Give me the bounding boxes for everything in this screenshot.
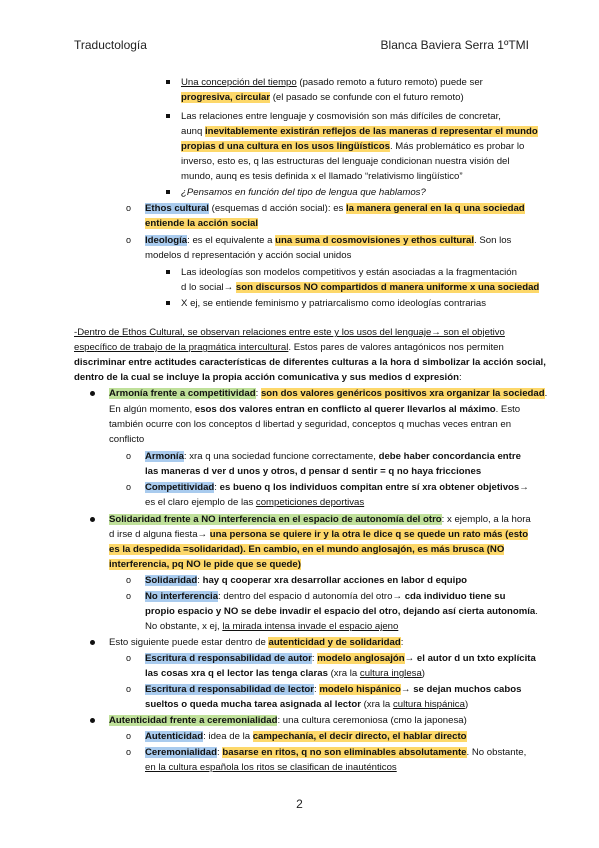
text-line bbox=[181, 90, 464, 105]
text-run: No interferencia bbox=[145, 591, 219, 602]
text-run: . Más problemático es probar lo bbox=[389, 141, 525, 152]
text-line bbox=[145, 619, 398, 634]
text-run: Esto siguiente puede estar dentro de bbox=[109, 637, 269, 648]
circle-bullet-icon: o bbox=[126, 451, 132, 461]
text-run: (pasado remoto a futuro remoto) puede ser bbox=[296, 77, 483, 88]
header-course-title: Traductología bbox=[74, 38, 147, 52]
text-run: esos dos valores entran en conflicto al querer llevarlos al máximo bbox=[194, 404, 496, 415]
text-run: se dejan muchos cabos bbox=[413, 684, 522, 695]
text-run: progresiva, circular bbox=[181, 92, 271, 103]
text-run: cultura inglesa bbox=[359, 668, 422, 679]
text-run: cda individuo tiene su bbox=[404, 591, 506, 602]
text-run: : xra q una sociedad funcione correctamente, bbox=[183, 451, 379, 462]
text-run: (esquemas d acción social): es bbox=[208, 203, 347, 214]
text-line bbox=[145, 573, 467, 588]
text-run: d lo social→ bbox=[181, 282, 236, 293]
text-run: es la despedida =solidaridad). En cambio, en el mundo anglosajón, es más brusca (NO bbox=[109, 544, 505, 555]
text-run: también ocurre con los conceptos d libertad y seguridad, conceptos q muchas veces entran en bbox=[109, 419, 512, 430]
text-line bbox=[109, 713, 467, 728]
text-line bbox=[109, 635, 403, 650]
text-run: basarse en ritos, q no son eliminables absolutamente bbox=[222, 747, 467, 758]
text-run: competiciones deportivas bbox=[255, 497, 365, 508]
text-run: autenticidad y de solidaridad bbox=[268, 637, 401, 648]
text-line bbox=[74, 340, 504, 355]
text-line bbox=[109, 417, 511, 432]
text-run: es bueno q los individuos compitan entre sí xra obtener objetivos bbox=[219, 482, 520, 493]
text-line bbox=[181, 169, 463, 184]
text-run: : bbox=[216, 747, 223, 758]
text-run: Las relaciones entre lenguaje y cosmovisión son más difíciles de concretar, bbox=[181, 111, 501, 122]
text-line bbox=[181, 124, 538, 139]
text-line bbox=[181, 75, 483, 90]
text-run: son dos valores genéricos positivos xra organizar la sociedad bbox=[260, 388, 545, 399]
circle-bullet-icon: o bbox=[126, 684, 132, 694]
text-line bbox=[109, 512, 531, 527]
text-run: sueltos o queda mucha tarea asignada al lector bbox=[145, 699, 361, 710]
text-line bbox=[145, 666, 425, 681]
text-run: mundo, aunq es tesis definida x el llamado “relativismo lingüístico” bbox=[181, 171, 463, 182]
square-bullet-icon bbox=[166, 270, 170, 274]
text-run: Una concepción del tiempo bbox=[181, 77, 297, 88]
text-run: : dentro del espacio d autonomía del otro→ bbox=[218, 591, 405, 602]
text-line bbox=[181, 280, 539, 295]
text-run: son discursos NO compartidos d manera uniforme x una sociedad bbox=[235, 282, 540, 293]
circle-bullet-icon: o bbox=[126, 653, 132, 663]
circle-bullet-icon: o bbox=[126, 575, 132, 585]
text-run: . bbox=[544, 388, 548, 399]
text-line bbox=[181, 185, 426, 200]
text-run: : es el equivalente a bbox=[187, 235, 276, 246]
text-run: campechanía, el decir directo, el hablar directo bbox=[252, 731, 467, 742]
text-run: Autenticidad bbox=[145, 731, 204, 742]
text-line bbox=[145, 604, 538, 619]
text-run: → bbox=[404, 653, 417, 664]
text-line bbox=[109, 542, 504, 557]
text-run: : bbox=[314, 684, 320, 695]
text-line bbox=[181, 109, 501, 124]
text-line bbox=[181, 154, 510, 169]
circle-bullet-icon: o bbox=[126, 731, 132, 741]
text-line bbox=[145, 248, 351, 263]
text-run: : bbox=[400, 637, 404, 648]
round-bullet-icon bbox=[90, 718, 95, 723]
text-line bbox=[145, 697, 468, 712]
text-run: . Esto bbox=[495, 404, 521, 415]
text-run: ¿Pensamos en función del tipo de lengua que hablamos? bbox=[181, 187, 426, 198]
text-run: Las ideologías son modelos competitivos y están asociadas a la fragmentación bbox=[181, 267, 517, 278]
text-run: conflicto bbox=[109, 434, 145, 445]
circle-bullet-icon: o bbox=[126, 591, 132, 601]
text-run: ) bbox=[464, 699, 469, 710]
text-run: inevitablemente existirán reflejos de las maneras d representar el mundo bbox=[205, 126, 538, 137]
text-run: En algún momento, bbox=[109, 404, 195, 415]
text-line bbox=[74, 355, 546, 370]
text-run: No obstante, x ej, bbox=[145, 621, 223, 632]
text-run: (xra la bbox=[327, 668, 360, 679]
text-run: d irse d alguna fiesta→ bbox=[109, 529, 210, 540]
round-bullet-icon bbox=[90, 517, 95, 522]
text-run: inverso, esto es, q las estructuras del lenguaje condicionan nuestra visión del bbox=[181, 156, 510, 167]
text-run: modelos d representación y acción social unidos bbox=[145, 250, 352, 261]
text-line bbox=[145, 449, 521, 464]
text-run: es el claro ejemplo de las bbox=[145, 497, 256, 508]
text-line bbox=[145, 729, 467, 744]
text-line bbox=[109, 527, 528, 542]
text-run: . Estos pares de valores antagónicos nos permiten bbox=[288, 342, 504, 353]
circle-bullet-icon: o bbox=[126, 235, 132, 245]
text-run: ) bbox=[421, 668, 425, 679]
text-run: : idea de la bbox=[203, 731, 253, 742]
text-run: . No obstante, bbox=[466, 747, 527, 758]
text-line bbox=[145, 589, 505, 604]
text-run: las maneras d ver d unos y otros, d pensar d sentir = q no haya fricciones bbox=[145, 466, 482, 477]
text-line bbox=[145, 651, 536, 666]
text-run: Ideología bbox=[145, 235, 188, 246]
square-bullet-icon bbox=[166, 80, 170, 84]
text-line bbox=[145, 760, 397, 775]
text-run: interferencia, pq NO le pide que se quede) bbox=[109, 559, 301, 570]
text-run: . Son los bbox=[474, 235, 512, 246]
text-run: Ethos cultural bbox=[145, 203, 209, 214]
square-bullet-icon bbox=[166, 114, 170, 118]
text-run: Autenticidad frente a ceremonialidad bbox=[109, 715, 278, 726]
text-run: las cosas xra q el lector las tenga claras bbox=[145, 668, 328, 679]
text-run: Armonía frente a competitividad bbox=[109, 388, 256, 399]
text-run: → bbox=[519, 482, 529, 493]
text-run: una suma d cosmovisiones y ethos cultural bbox=[275, 235, 474, 246]
text-line bbox=[145, 233, 511, 248]
circle-bullet-icon: o bbox=[126, 482, 132, 492]
square-bullet-icon bbox=[166, 190, 170, 194]
text-line bbox=[145, 682, 521, 697]
text-run: : bbox=[458, 372, 462, 383]
text-run: el autor d un txto explícita bbox=[416, 653, 536, 664]
text-run: en la cultura española los ritos se clasifican de inauténticos bbox=[145, 762, 397, 773]
text-run: discriminar entre actitudes características de diferentes culturas a la hora d simbolizar la acción social, bbox=[74, 357, 546, 368]
text-run: (xra la bbox=[360, 699, 393, 710]
square-bullet-icon bbox=[166, 301, 170, 305]
page-number: 2 bbox=[296, 797, 303, 811]
text-line bbox=[109, 402, 520, 417]
text-line bbox=[145, 464, 481, 479]
text-line bbox=[109, 557, 301, 572]
text-run: Armonía bbox=[145, 451, 184, 462]
text-run: hay q cooperar xra desarrollar acciones en labor d equipo bbox=[202, 575, 468, 586]
circle-bullet-icon: o bbox=[126, 747, 132, 757]
text-run: una persona se quiere ir y la otra le dice q se quede un rato más (esto bbox=[209, 529, 529, 540]
text-run: cultura hispánica bbox=[392, 699, 465, 710]
text-run: Escritura d responsabilidad de autor bbox=[145, 653, 312, 664]
text-run: : una cultura ceremoniosa (cmo la japonesa) bbox=[277, 715, 467, 726]
text-run: específico de trabajo de la pragmática intercultural bbox=[74, 342, 289, 353]
text-line bbox=[145, 480, 529, 495]
text-run: : bbox=[197, 575, 203, 586]
text-run: entiende la acción social bbox=[145, 218, 259, 229]
text-run: → bbox=[400, 684, 414, 695]
text-run: Solidaridad bbox=[145, 575, 198, 586]
text-line bbox=[145, 495, 364, 510]
text-line bbox=[109, 386, 547, 401]
round-bullet-icon bbox=[90, 391, 95, 396]
text-run: la manera general en la q una sociedad bbox=[346, 203, 525, 214]
text-line bbox=[74, 325, 505, 340]
text-run: Escritura d responsabilidad de lector bbox=[145, 684, 315, 695]
text-run: modelo anglosajón bbox=[317, 653, 405, 664]
text-line bbox=[181, 296, 486, 311]
text-line bbox=[145, 745, 526, 760]
text-run: propio espacio y NO se debe invadir el espacio del otro, dejando así cierta autonomía bbox=[145, 606, 536, 617]
header-author: Blanca Baviera Serra 1ºTMI bbox=[380, 38, 529, 52]
text-run: la mirada intensa invade el espacio ajeno bbox=[222, 621, 399, 632]
text-run: Ceremonialidad bbox=[145, 747, 217, 758]
text-run: propias d una cultura en los usos lingüísticos bbox=[181, 141, 390, 152]
text-line bbox=[145, 216, 258, 231]
text-run: Solidaridad frente a NO interferencia en el espacio de autonomía del otro bbox=[109, 514, 442, 525]
text-run: aunq bbox=[181, 126, 206, 137]
text-line bbox=[181, 265, 517, 280]
text-line bbox=[181, 139, 524, 154]
text-run: modelo hispánico bbox=[319, 684, 401, 695]
text-run: (el pasado se confunde con el futuro remoto) bbox=[270, 92, 464, 103]
text-run: . bbox=[535, 606, 538, 617]
text-run: dentro de la cual se incluye la propia acción comunicativa y sus medios d expresión bbox=[74, 372, 459, 383]
circle-bullet-icon: o bbox=[126, 203, 132, 213]
text-run: : bbox=[311, 653, 318, 664]
text-run: : bbox=[214, 482, 220, 493]
text-run: Competitividad bbox=[145, 482, 215, 493]
text-run: : x ejemplo, a la hora bbox=[441, 514, 531, 525]
text-line bbox=[145, 201, 525, 216]
text-run: X ej, se entiende feminismo y patriarcalismo como ideologías contrarias bbox=[181, 298, 487, 309]
text-line bbox=[109, 432, 144, 447]
text-run: debe haber concordancia entre bbox=[378, 451, 521, 462]
text-run: : bbox=[255, 388, 261, 399]
text-run: -Dentro de Ethos Cultural, se observan relaciones entre este y los usos del lenguaje→ son el objetivo bbox=[74, 327, 505, 338]
text-line bbox=[74, 370, 462, 385]
round-bullet-icon bbox=[90, 640, 95, 645]
